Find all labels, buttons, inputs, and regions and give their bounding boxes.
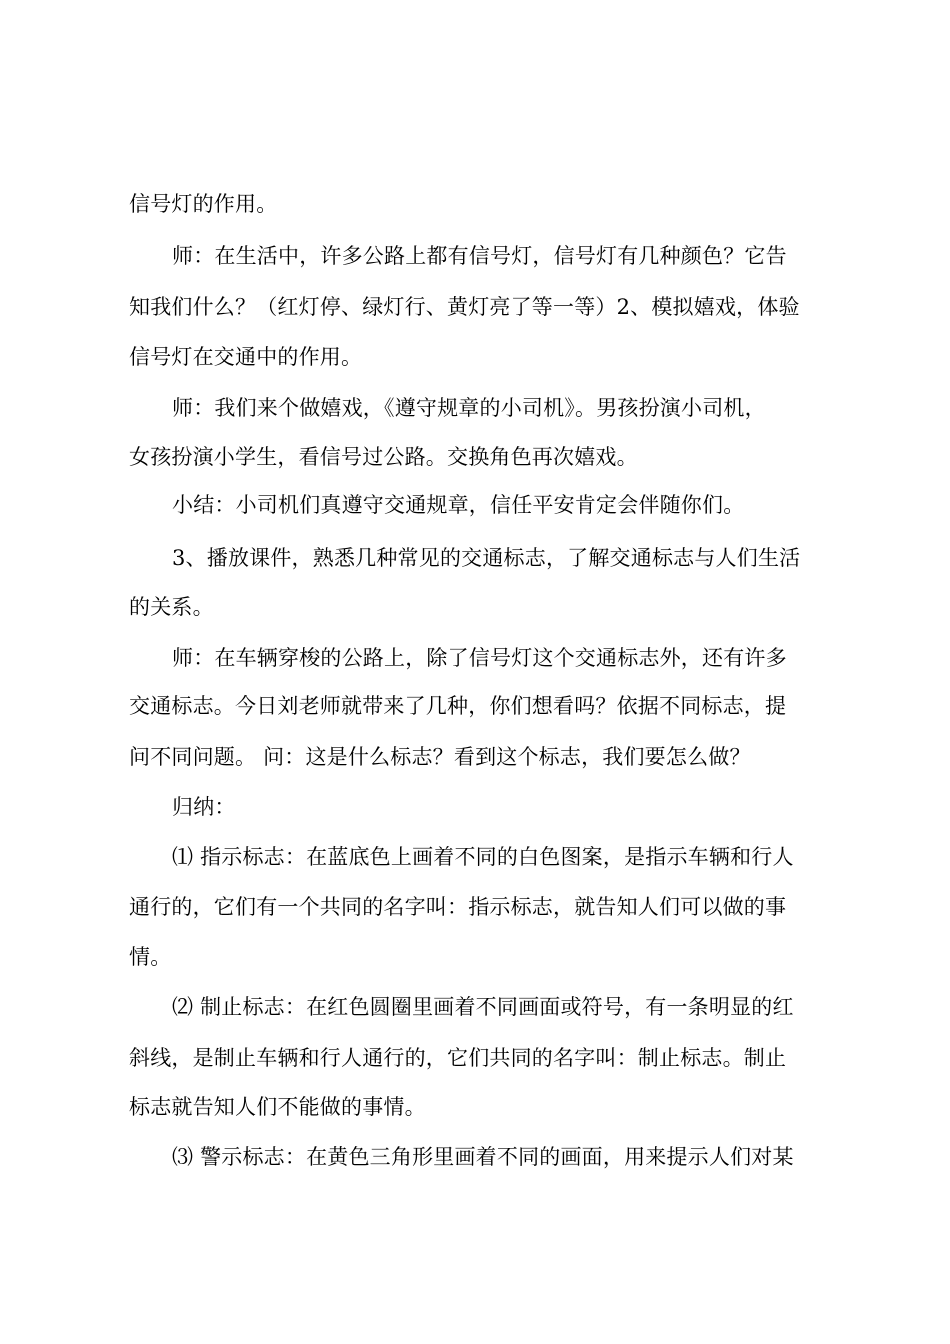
text-line: 3、播放课件，熟悉几种常见的交通标志，了解交通标志与人们生活 [172, 546, 801, 570]
text-line: 女孩扮演小学生，看信号过公路。交换角色再次嬉戏。 [129, 445, 638, 469]
text-line: 知我们什么？（红灯停、绿灯行、黄灯亮了等一等）2、模拟嬉戏，体验 [129, 295, 800, 319]
text-line: 师：在车辆穿梭的公路上，除了信号灯这个交通标志外，还有许多 [172, 646, 787, 670]
text-line: 小结：小司机们真遵守交通规章，信任平安肯定会伴随你们。 [172, 493, 745, 517]
text-line: 标志就告知人们不能做的事情。 [129, 1095, 426, 1119]
text-line: 通行的，它们有一个共同的名字叫：指示标志，就告知人们可以做的事 [129, 895, 787, 919]
text-line: 归纳： [172, 795, 236, 819]
text-line: 情。 [129, 945, 172, 969]
text-line: 信号灯的作用。 [129, 192, 278, 216]
text-line: ⑵ 制止标志：在红色圆圈里画着不同画面或符号，有一条明显的红 [172, 995, 794, 1019]
text-line: 信号灯在交通中的作用。 [129, 345, 363, 369]
text-line: 师：我们来个做嬉戏，《遵守规章的小司机》。男孩扮演小司机， [172, 396, 766, 420]
text-line: 交通标志。今日刘老师就带来了几种，你们想看吗？依据不同标志，提 [129, 694, 787, 718]
text-line: 的关系。 [129, 595, 214, 619]
text-line: 问不同问题。 问：这是什么标志？看到这个标志，我们要怎么做？ [129, 745, 751, 769]
text-line: ⑶ 警示标志：在黄色三角形里画着不同的画面，用来提示人们对某 [172, 1145, 794, 1169]
text-line: 斜线，是制止车辆和行人通行的，它们共同的名字叫：制止标志。制止 [129, 1046, 787, 1070]
text-line: 师：在生活中，许多公路上都有信号灯，信号灯有几种颜色？它告 [172, 244, 787, 268]
text-line: ⑴ 指示标志：在蓝底色上画着不同的白色图案，是指示车辆和行人 [172, 845, 794, 869]
